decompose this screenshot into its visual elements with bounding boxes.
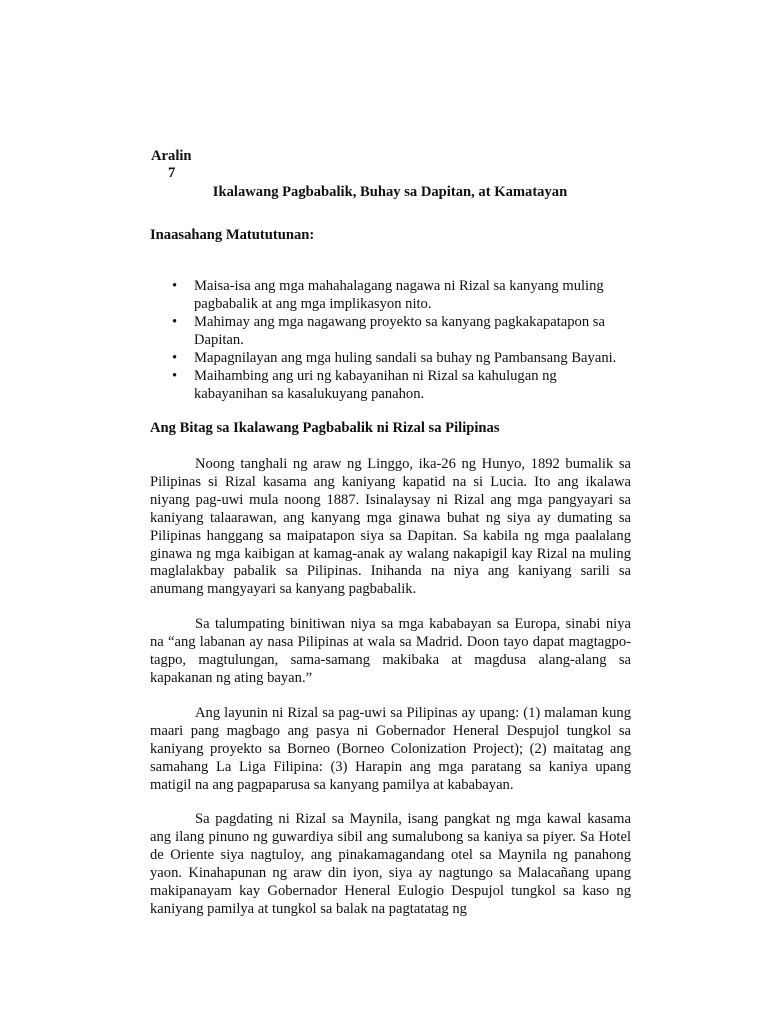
- objectives-heading: Inaasahang Matututunan:: [150, 227, 315, 243]
- body-paragraph: Sa talumpating binitiwan niya sa mga kababayan sa Europa, sinabi niya na “ang labanan ay nasa Pilipinas at wala sa Madrid. Doon tayo dapat magtagpo- tagpo, magtulungan, sama-samang makibaka at magdusa alang-alang sa kapakanan ng ating bayan.”: [150, 616, 631, 686]
- body-paragraph: Noong tanghali ng araw ng Linggo, ika-26 ng Hunyo, 1892 bumalik sa Pilipinas si Rizal kasama ang kaniyang kapatid na si Lucia. Ito ang ikalawa niyang pag-uwi mula noong 1887. Isinalaysay ni Rizal ang mga pangyayari sa kaniyang talaarawan, ang kanyang mga ginawa buhat ng siya ay dumating sa Pilipinas hanggang sa maipatapon siya sa Dapitan. Sa kabila ng mga paalalang ginawa ng mga kaibigan at kamag-anak ay walang nakapigil kay Rizal na muling maglalakbay pabalik sa Pilipinas. Inihanda na niya ang kaniyang sarili sa anumang mangyayari sa kanyang pagbabalik.: [150, 456, 631, 598]
- objective-item: [150, 367, 632, 403]
- lesson-title: Ikalawang Pagbabalik, Buhay sa Dapitan, at Kamatayan: [212, 184, 568, 200]
- objective-item: [150, 313, 632, 349]
- lesson-label: [151, 148, 201, 182]
- section-body: [150, 456, 631, 936]
- body-paragraph: Ang layunin ni Rizal sa pag-uwi sa Pilipinas ay upang: (1) malaman kung maari pang magbago ang pasya ni Gobernador Heneral Despujol tungkol sa kaniyang proyekto sa Borneo (Borneo Colonization Project); (2) maitatag ang samahang La Liga Filipina: (3) Harapin ang mga paratang sa kaniya upang matigil na ang pagpaparusa sa kanyang pamilya at kababayan.: [150, 704, 631, 793]
- lesson-number: 7: [168, 165, 176, 181]
- objectives-list: [150, 277, 632, 403]
- bullet-icon: •: [172, 314, 178, 330]
- objective-text: Maisa-isa ang mga mahahalagang nagawa ni Rizal sa kanyang muling pagbabalik at ang mga implikasyon nito.: [194, 278, 604, 312]
- bullet-icon: •: [172, 350, 178, 366]
- objective-item: [150, 277, 632, 313]
- objective-text: Mahimay ang mga nagawang proyekto sa kanyang pagkakapatapon sa Dapitan.: [194, 314, 605, 348]
- lesson-label-text: Aralin: [151, 148, 192, 164]
- body-paragraph: Sa pagdating ni Rizal sa Maynila, isang pangkat ng mga kawal kasama ang ilang pinuno ng guwardiya sibil ang sumalubong sa kaniya sa piyer. Sa Hotel de Oriente siya nagtuloy, ang pinakamagandang otel sa Maynila ng panahong yaon. Kinahapunan ng araw din iyon, siya ay nagtungo sa Malacañang upang makipanayam kay Gobernador Heneral Eulogio Despujol tungkol sa kaso ng kaniyang pamilya at tungkol sa balak na pagtatatag ng: [150, 811, 631, 917]
- section-heading: Ang Bitag sa Ikalawang Pagbabalik ni Rizal sa Pilipinas: [150, 420, 500, 436]
- bullet-icon: •: [172, 368, 178, 384]
- objective-item: [150, 349, 632, 367]
- objective-text: Maihambing ang uri ng kabayanihan ni Rizal sa kahulugan ng kabayanihan sa kasalukuyang panahon.: [194, 368, 557, 402]
- bullet-icon: •: [172, 278, 178, 294]
- objective-text: Mapagnilayan ang mga huling sandali sa buhay ng Pambansang Bayani.: [194, 350, 617, 366]
